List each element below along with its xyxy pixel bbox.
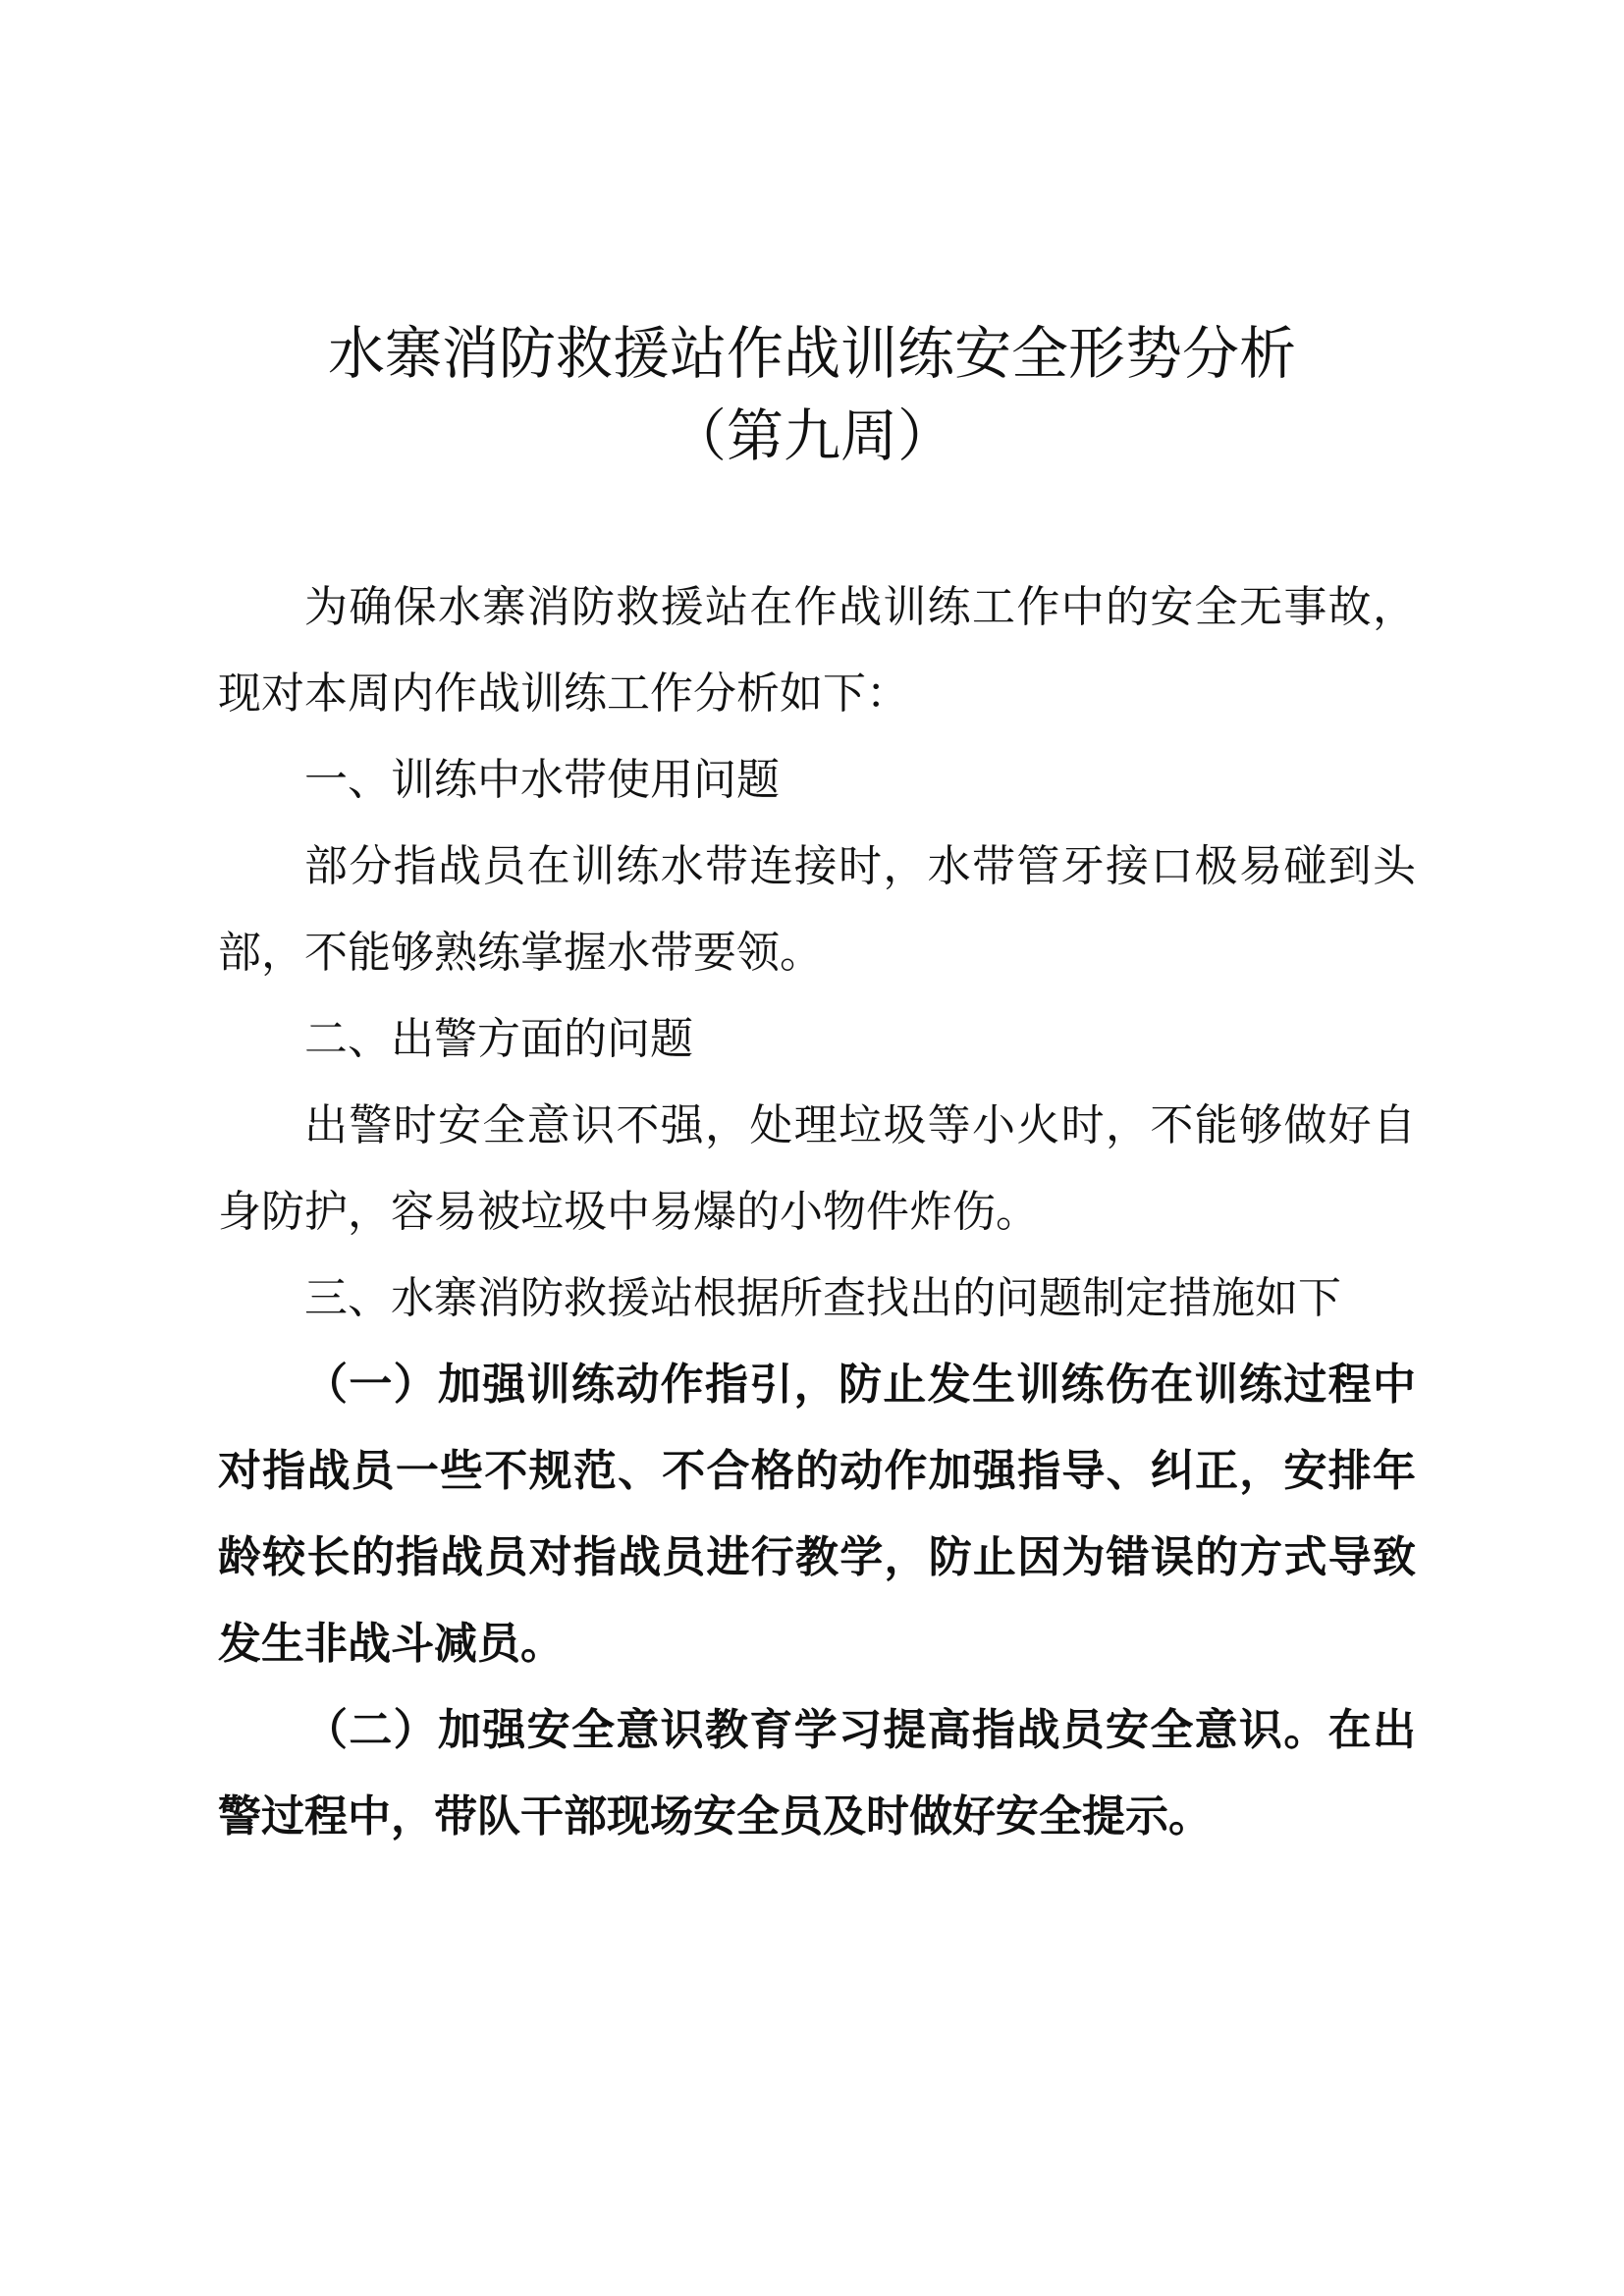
measure-1-paragraph: （一）加强训练动作指引，防止发生训练伤在训练过程中对指战员一些不规范、不合格的动作加强指导、纠正，安排年龄较长的指战员对指战员进行教学，防止因为错误的方式导致发生非战斗减员。 xyxy=(218,1360,1416,1669)
section-heading-3: 三、水寨消防救援站根据所查找出的问题制定措施如下 xyxy=(304,1273,1341,1323)
section-heading-1: 一、训练中水带使用问题 xyxy=(304,755,780,805)
title-line-2: （第九周） xyxy=(669,402,954,469)
title-line-1: 水寨消防救援站作战训练安全形势分析 xyxy=(327,320,1296,387)
intro-paragraph: 为确保水寨消防救援站在作战训练工作中的安全无事故，现对本周内作战训练工作分析如下： xyxy=(218,582,1416,719)
section-2-paragraph: 出警时安全意识不强，处理垃圾等小火时，不能够做好自身防护，容易被垃圾中易爆的小物件炸伤。 xyxy=(218,1100,1416,1237)
document-title xyxy=(0,312,1624,477)
measure-2-paragraph: （二）加强安全意识教育学习提高指战员安全意识。在出警过程中，带队干部现场安全员及时做好安全提示。 xyxy=(218,1705,1416,1842)
section-1-paragraph: 部分指战员在训练水带连接时，水带管牙接口极易碰到头部，不能够熟练掌握水带要领。 xyxy=(218,841,1416,978)
document-body xyxy=(218,564,1416,1860)
section-heading-2: 二、出警方面的问题 xyxy=(304,1014,693,1064)
